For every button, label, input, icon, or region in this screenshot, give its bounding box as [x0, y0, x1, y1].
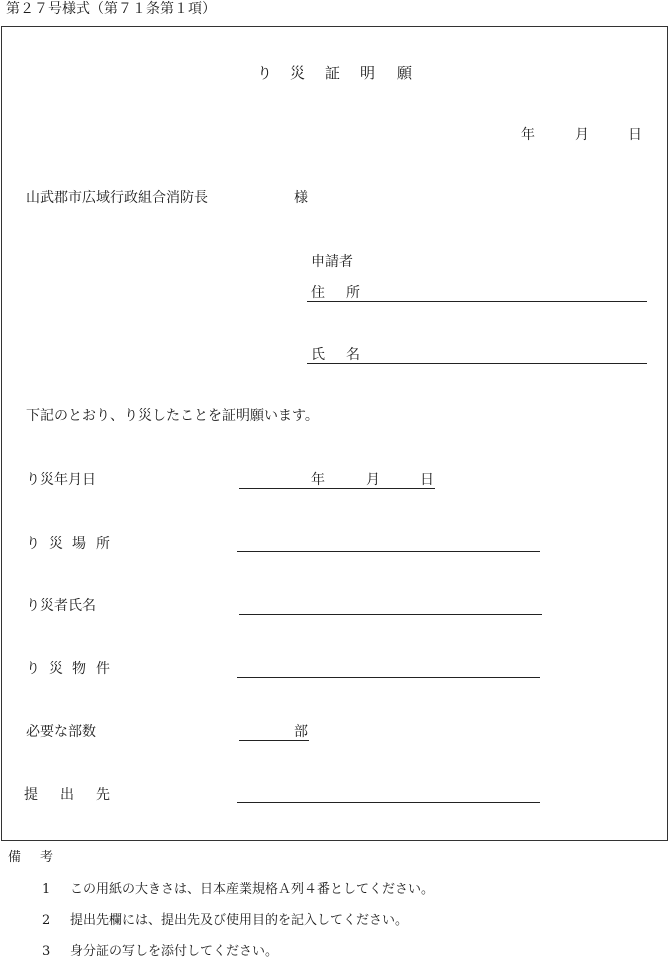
disaster-property-label-char: り [26, 661, 40, 677]
disaster-place-label-char: 場 [72, 536, 86, 552]
form-number: 第２７号様式（第７１条第１項） [6, 1, 216, 17]
copies-label: 必要な部数 [26, 724, 96, 740]
disaster-month-unit: 月 [366, 472, 380, 488]
applicant-label: 申請者 [311, 254, 353, 270]
address-field[interactable] [307, 301, 647, 302]
statement: 下記のとおり、り災したことを証明願います。 [26, 408, 319, 424]
date-year-label: 年 [521, 127, 535, 143]
title-char: り [257, 64, 273, 82]
title-char: 願 [397, 64, 413, 82]
remark-text: 提出先欄には、提出先及び使用目的を記入してください。 [70, 913, 409, 928]
form-frame [1, 26, 668, 841]
remark-text: この用紙の大きさは、日本産業規格Ａ列４番としてください。 [70, 882, 435, 897]
address-label-char: 住 [311, 285, 325, 301]
honorific: 様 [294, 190, 308, 206]
submit-to-label-char: 先 [96, 787, 110, 803]
disaster-property-label-char: 物 [72, 661, 86, 677]
name-label-char: 氏 [311, 347, 325, 363]
title-char: 証 [325, 64, 341, 82]
copies-unit: 部 [294, 724, 308, 740]
disaster-place-label-char: 災 [49, 536, 63, 552]
disaster-place-label-char: 所 [96, 536, 110, 552]
remark-text: 身分証の写しを添付してください。 [70, 944, 279, 959]
victim-name-field[interactable] [239, 614, 542, 615]
disaster-place-label-char: り [26, 536, 40, 552]
disaster-property-label-char: 災 [49, 661, 63, 677]
addressee: 山武郡市広域行政組合消防長 [26, 190, 208, 206]
remarks-heading-char: 考 [40, 850, 54, 865]
disaster-day-unit: 日 [420, 472, 434, 488]
date-day-label: 日 [628, 127, 642, 143]
disaster-property-label-char: 件 [96, 661, 110, 677]
title-char: 明 [360, 64, 376, 82]
title-char: 災 [290, 64, 306, 82]
remark-number: 2 [42, 913, 51, 928]
date-month-label: 月 [575, 127, 589, 143]
disaster-property-field[interactable] [237, 677, 540, 678]
disaster-year-unit: 年 [311, 472, 325, 488]
remark-number: 1 [42, 882, 51, 897]
remarks-heading-char: 備 [8, 850, 22, 865]
disaster-place-field[interactable] [237, 551, 540, 552]
disaster-date-label: り災年月日 [26, 472, 96, 488]
name-field[interactable] [307, 363, 647, 364]
address-label-char: 所 [346, 285, 360, 301]
copies-field[interactable] [239, 740, 309, 741]
submit-to-label-char: 出 [60, 787, 74, 803]
submit-to-field[interactable] [237, 802, 540, 803]
submit-to-label-char: 提 [24, 787, 38, 803]
remark-number: 3 [42, 944, 51, 959]
victim-name-label: り災者氏名 [26, 598, 96, 614]
disaster-date-field[interactable] [239, 488, 435, 489]
name-label-char: 名 [346, 347, 360, 363]
